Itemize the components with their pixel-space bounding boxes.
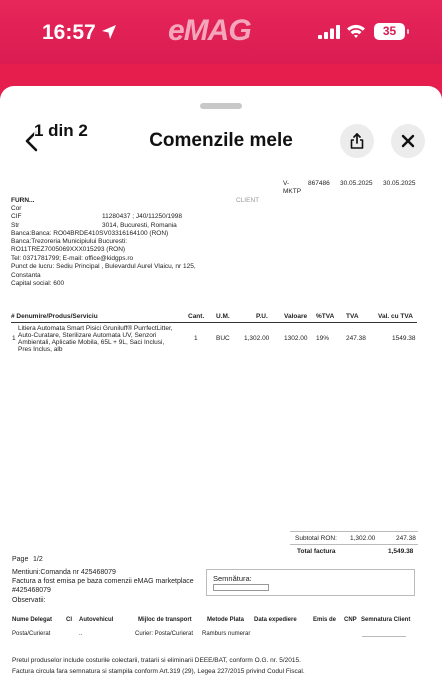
delivery-header-vehicle: Autovehicul	[79, 617, 114, 623]
col-header-vat-percent: %TVA	[316, 313, 335, 320]
supplier-street-value: 3014, Bucuresti, Romania	[102, 222, 177, 229]
page-number-value: 1/2	[33, 556, 43, 563]
observations-label: Observatii:	[12, 597, 46, 604]
emitted-note: Factura a fost emisa pe baza comenzii eMAG marketplace	[12, 578, 194, 585]
row-vat: 247.38	[346, 335, 366, 342]
invoice-number: 867486	[308, 180, 330, 187]
signature-label: Semnătura:	[213, 574, 252, 583]
col-header-quantity: Cant.	[188, 313, 205, 320]
delivery-header-cnp: CNP	[344, 617, 357, 623]
col-header-total: Val. cu TVA	[378, 313, 413, 320]
invoice-due-date: 30.05.2025	[383, 180, 416, 187]
order-mention: Mentiuni:Comanda nr 425468079	[12, 569, 116, 576]
delivery-header-issued-by: Emis de	[313, 617, 337, 623]
emitted-order-number: #425468079	[12, 587, 51, 594]
delivery-delegate-value: Posta/Curierat	[12, 631, 51, 637]
legal-note-deee: Pretul produselor include costurile colectarii, tratarii si eliminarii DEEE/BAT, conform O.G. nr. 5/2015.	[12, 657, 301, 664]
supplier-treasury: Banca:Trezoreria Municipiului Bucuresti:	[11, 238, 128, 245]
page-counter-badge: 1 din 2	[34, 121, 88, 140]
supplier-workplace: Punct de lucru: Sediu Principal , Bulevardul Aurel Vlaicu, nr 125,	[11, 263, 196, 270]
invoice-series-label-2: MKTP	[283, 188, 302, 195]
supplier-heading: FURN...	[11, 197, 35, 204]
brand-text: eMAG	[168, 14, 251, 47]
legal-note-signature: Factura circula fara semnatura si stampila conform Art.319 (29), Legea 227/2015 privind Codul Fiscal.	[12, 668, 305, 675]
client-heading: CLIENT	[236, 197, 260, 204]
delivery-header-client-signature: Semnatura Client	[361, 617, 411, 623]
page-title: Comenzile mele	[149, 130, 293, 151]
delivery-header-payment: Metode Plata	[207, 617, 245, 623]
row-vat-percent: 19%	[316, 335, 330, 342]
row-unit: BUC	[216, 335, 230, 342]
status-time: 16:57	[42, 21, 96, 44]
row-unit-price: 1,302.00	[244, 335, 270, 342]
row-description-line: Auto-Curatare, Sterilizare Automata UV, Senzori	[18, 332, 157, 339]
col-header-unit: U.M.	[216, 313, 230, 320]
row-index: 1	[12, 335, 16, 342]
supplier-bank: Banca:Banca: RO04BRDE410SV03316164100 (RON)	[11, 230, 169, 237]
signature-field	[213, 584, 269, 591]
col-header-vat: TVA	[346, 313, 359, 320]
table-header-divider	[11, 322, 417, 323]
invoice-date: 30.05.2025	[340, 180, 373, 187]
delivery-header-id: CI	[66, 617, 72, 623]
row-quantity: 1	[194, 335, 198, 342]
supplier-name: Cor	[11, 205, 22, 212]
delivery-header-transport: Mijloc de transport	[138, 617, 192, 623]
supplier-street-label: Str	[11, 222, 20, 229]
delivery-payment-value: Ramburs numerar	[202, 631, 251, 637]
client-signature-line	[362, 636, 406, 637]
delivery-header-delegate: Nume Delegat	[12, 617, 53, 623]
total-value: 1,549.38	[388, 548, 414, 555]
totals-divider	[290, 544, 418, 545]
supplier-capital: Capital social: 600	[11, 280, 65, 287]
row-description-line: Litiera Automata Smart Pisici Gruniluff® PurrfectLitter,	[18, 325, 173, 332]
page-number-label: Page	[12, 556, 29, 563]
subtotal-label: Subtotal RON:	[295, 535, 337, 542]
invoice-series-label: V-	[283, 180, 290, 187]
subtotal-vat: 247.38	[396, 535, 416, 542]
supplier-contact: Tel: 0371781799; E-mail: office@kidgps.ro	[11, 255, 134, 262]
subtotal-value: 1,302.00	[350, 535, 376, 542]
total-label: Total factura	[297, 548, 336, 555]
supplier-treasury-account: RO11TREZ7005069XXX015293 (RON)	[11, 246, 126, 253]
signature-box	[206, 569, 415, 596]
col-header-value: Valoare	[284, 313, 308, 320]
supplier-cif-value: 11280437 ; J40/11250/1998	[102, 213, 182, 220]
col-header-description: # Denumire/Produs/Serviciu	[11, 313, 98, 320]
delivery-id-value: ..	[79, 631, 83, 637]
row-total: 1549.38	[392, 335, 416, 342]
delivery-transport-value: Curier: Posta/Curierat	[135, 631, 194, 637]
totals-divider-top	[290, 531, 418, 532]
battery-level: 35	[382, 24, 397, 38]
row-description-line: Ambientali, Aplicatie Mobila, 65L + 9L, Saci Inclusi,	[18, 339, 165, 346]
delivery-header-date: Data expediere	[254, 617, 297, 623]
supplier-cif-label: CIF	[11, 213, 22, 220]
row-value: 1302.00	[284, 335, 308, 342]
supplier-city: Constanta	[11, 272, 41, 279]
col-header-unit-price: P.U.	[256, 313, 268, 320]
row-description-line: Pres Inclus, alb	[18, 346, 63, 353]
